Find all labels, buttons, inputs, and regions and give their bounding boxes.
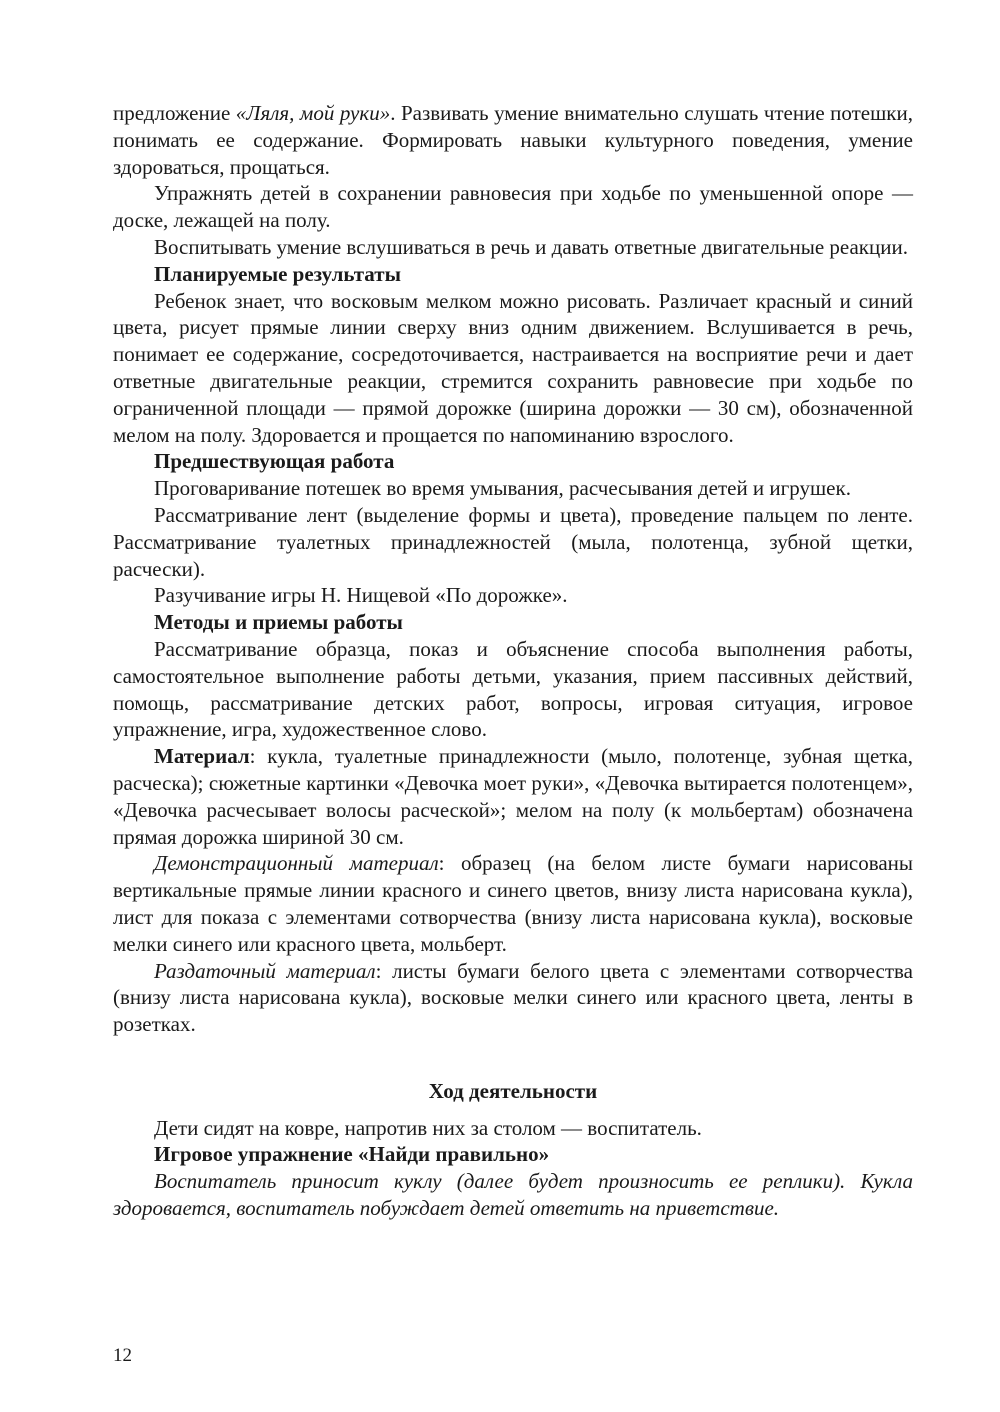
page-number: 12 bbox=[113, 1345, 132, 1366]
activity-setup: Дети сидят на ковре, напротив них за столом — воспитатель. bbox=[154, 1115, 702, 1140]
stage-direction: Воспитатель приносит куклу (далее будет произносить ее реплики). Кукла здоровается, воспитатель побуждает детей ответить на приветствие. bbox=[113, 1169, 913, 1221]
handout-material-paragraph bbox=[113, 958, 913, 1038]
demo-material-text: : образец (на белом листе бумаги нарисованы вертикальные прямые линии красного и синего цветов, внизу листа нарисована кукла), лист для показа с элементами сотворчества (внизу листа нарисована кукла), восковые мелки синего или красного цвета, мольберт. bbox=[113, 851, 914, 956]
methods-heading: Методы и приемы работы bbox=[154, 610, 403, 635]
material-paragraph bbox=[113, 743, 913, 850]
methods-paragraph: Рассматривание образца, показ и объяснение способа выполнения работы, самостоятельное выполнение работы детьми, указания, прием пассивных действий, помощь, рассматривание детских работ, вопросы, игровая ситуация, игровое упражнение, игра, художественное слово. bbox=[113, 636, 913, 742]
handout-material-label: Раздаточный материал bbox=[154, 958, 376, 983]
prior-work-paragraph-2: Рассматривание лент (выделение формы и цвета), проведение пальцем по ленте. Рассматривание туалетных принадлежностей (мыла, полотенца, зубной щетки, расчески). bbox=[113, 502, 913, 581]
demo-material-label: Демонстрационный материал bbox=[154, 851, 439, 876]
exercise-heading: Игровое упражнение «Найди правильно» bbox=[154, 1142, 550, 1167]
handout-material-text: : листы бумаги белого цвета с элементами сотворчества (внизу листа нарисована кукла), восковые мелки синего или красного цвета, ленты в розетках. bbox=[113, 958, 913, 1037]
demo-material-paragraph bbox=[113, 850, 913, 957]
results-heading: Планируемые результаты bbox=[154, 261, 401, 286]
prior-work-paragraph-1: Проговаривание потешек во время умывания, расчесывания детей и игрушек. bbox=[154, 476, 851, 501]
intro-quote: «Ляля, мой руки» bbox=[235, 101, 391, 125]
intro-paragraph bbox=[113, 100, 913, 180]
activity-heading: Ход деятельности bbox=[428, 1078, 598, 1103]
page-body bbox=[113, 100, 913, 1222]
intro-prefix: предложение bbox=[113, 101, 236, 125]
results-paragraph: Ребенок знает, что восковым мелком можно рисовать. Различает красный и синий цвета, рисует прямые линии сверху вниз одним движением. Вслушивается в речь, понимает ее содержание, сосредоточивается, настраивается на восприятие речи и дает ответные двигательные реакции, стремится сохранить равновесие при ходьбе по ограниченной площади — прямой дорожке (ширина дорожки — 30 см), обозначенной мелом на полу. Здоровается и прощается по напоминанию взрослого. bbox=[113, 288, 913, 447]
balance-paragraph: Упражнять детей в сохранении равновесия при ходьбе по уменьшенной опоре — доске, лежащей на полу. bbox=[113, 181, 913, 233]
prior-work-heading: Предшествующая работа bbox=[154, 449, 395, 474]
material-label: Материал bbox=[154, 744, 250, 769]
intro-rest: . Развивать умение внимательно слушать чтение потешки, понимать ее содержание. Формировать навыки культурного поведения, умение здороваться, прощаться. bbox=[113, 101, 913, 179]
speech-paragraph: Воспитывать умение вслушиваться в речь и давать ответные двигательные реакции. bbox=[154, 234, 908, 259]
material-text: : кукла, туалетные принадлежности (мыло, полотенце, зубная щетка, расческа); сюжетные картинки «Девочка моет руки», «Девочка вытирается полотенцем», «Девочка расчесывает волосы расческой»; мелом на полу (к мольбертам) обозначена прямая дорожка шириной 30 см. bbox=[113, 744, 913, 849]
prior-work-paragraph-3: Разучивание игры Н. Нищевой «По дорожке». bbox=[154, 583, 568, 608]
